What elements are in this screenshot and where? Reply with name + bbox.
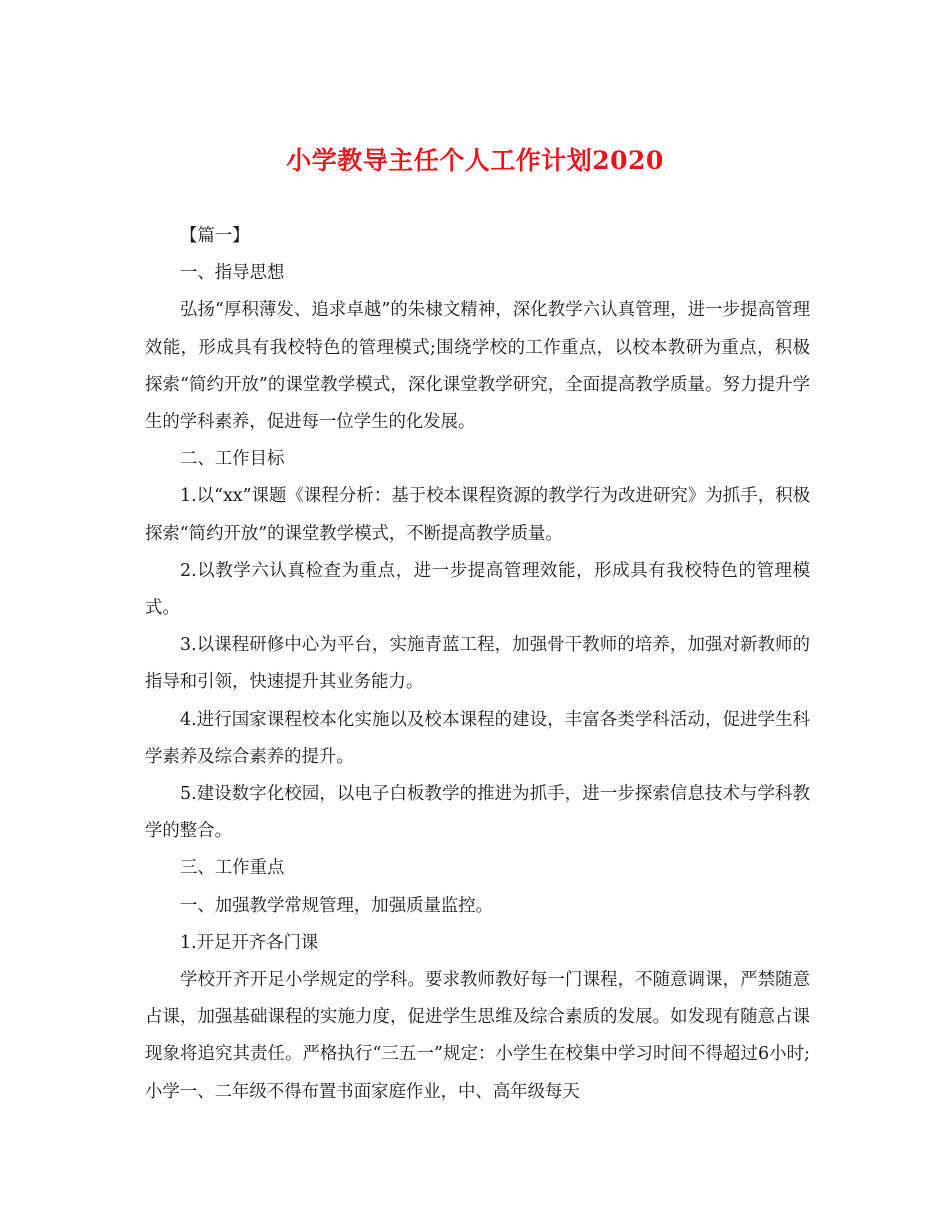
heading-guiding-ideology: 一、指导思想: [180, 263, 285, 284]
goal-item-3: 3.以课程研修中心为平台，实施青蓝工程，加强骨干教师的培养，加强对新教师的指导和引领，快速提升其业务能力。: [145, 635, 810, 693]
document-body: [145, 218, 810, 1111]
goal-item-2: 2.以教学六认真检查为重点，进一步提高管理效能，形成具有我校特色的管理模式。: [145, 560, 810, 619]
paragraph-curriculum: 学校开齐开足小学规定的学科。要求教师教好每一门课程，不随意调课，严禁随意占课，加强基础课程的实施力度，促进学生思维及综合素质的发展。如发现有随意占课现象将追究其责任。严格执行“三五一”规定：小学生在校集中学习时间不得超过6小时;小学一、二年级不得布置书面家庭作业，中、高年级每天: [145, 970, 810, 1102]
focus-item-1: 1.开足开齐各门课: [180, 932, 319, 953]
focus-subheading-1: 一、加强教学常规管理，加强质量监控。: [180, 895, 494, 916]
goal-item-4: 4.进行国家课程校本化实施以及校本课程的建设，丰富各类学科活动，促进学生科学素养及综合素养的提升。: [145, 709, 810, 767]
section-label: 【篇一】: [180, 226, 250, 246]
goal-item-1: 1.以“xx”课题《课程分析：基于校本课程资源的教学行为改进研究》为抓手，积极探索“简约开放”的课堂教学模式，不断提高教学质量。: [145, 486, 810, 544]
document-title: 小学教导主任个人工作计划2020: [286, 146, 664, 175]
paragraph-guiding-ideology: 弘扬“厚积薄发、追求卓越”的朱棣文精神，深化教学六认真管理，进一步提高管理效能，形成具有我校特色的管理模式;围绕学校的工作重点，以校本教研为重点，积极探索“简约开放”的课堂教学模式，深化课堂教学研究，全面提高教学质量。努力提升学生的学科素养，促进每一位学生的化发展。: [145, 300, 810, 433]
goal-item-5: 5.建设数字化校园，以电子白板教学的推进为抓手，进一步探索信息技术与学科教学的整合。: [145, 784, 810, 842]
heading-work-focus: 三、工作重点: [180, 858, 285, 879]
heading-work-goals: 二、工作目标: [180, 449, 285, 470]
